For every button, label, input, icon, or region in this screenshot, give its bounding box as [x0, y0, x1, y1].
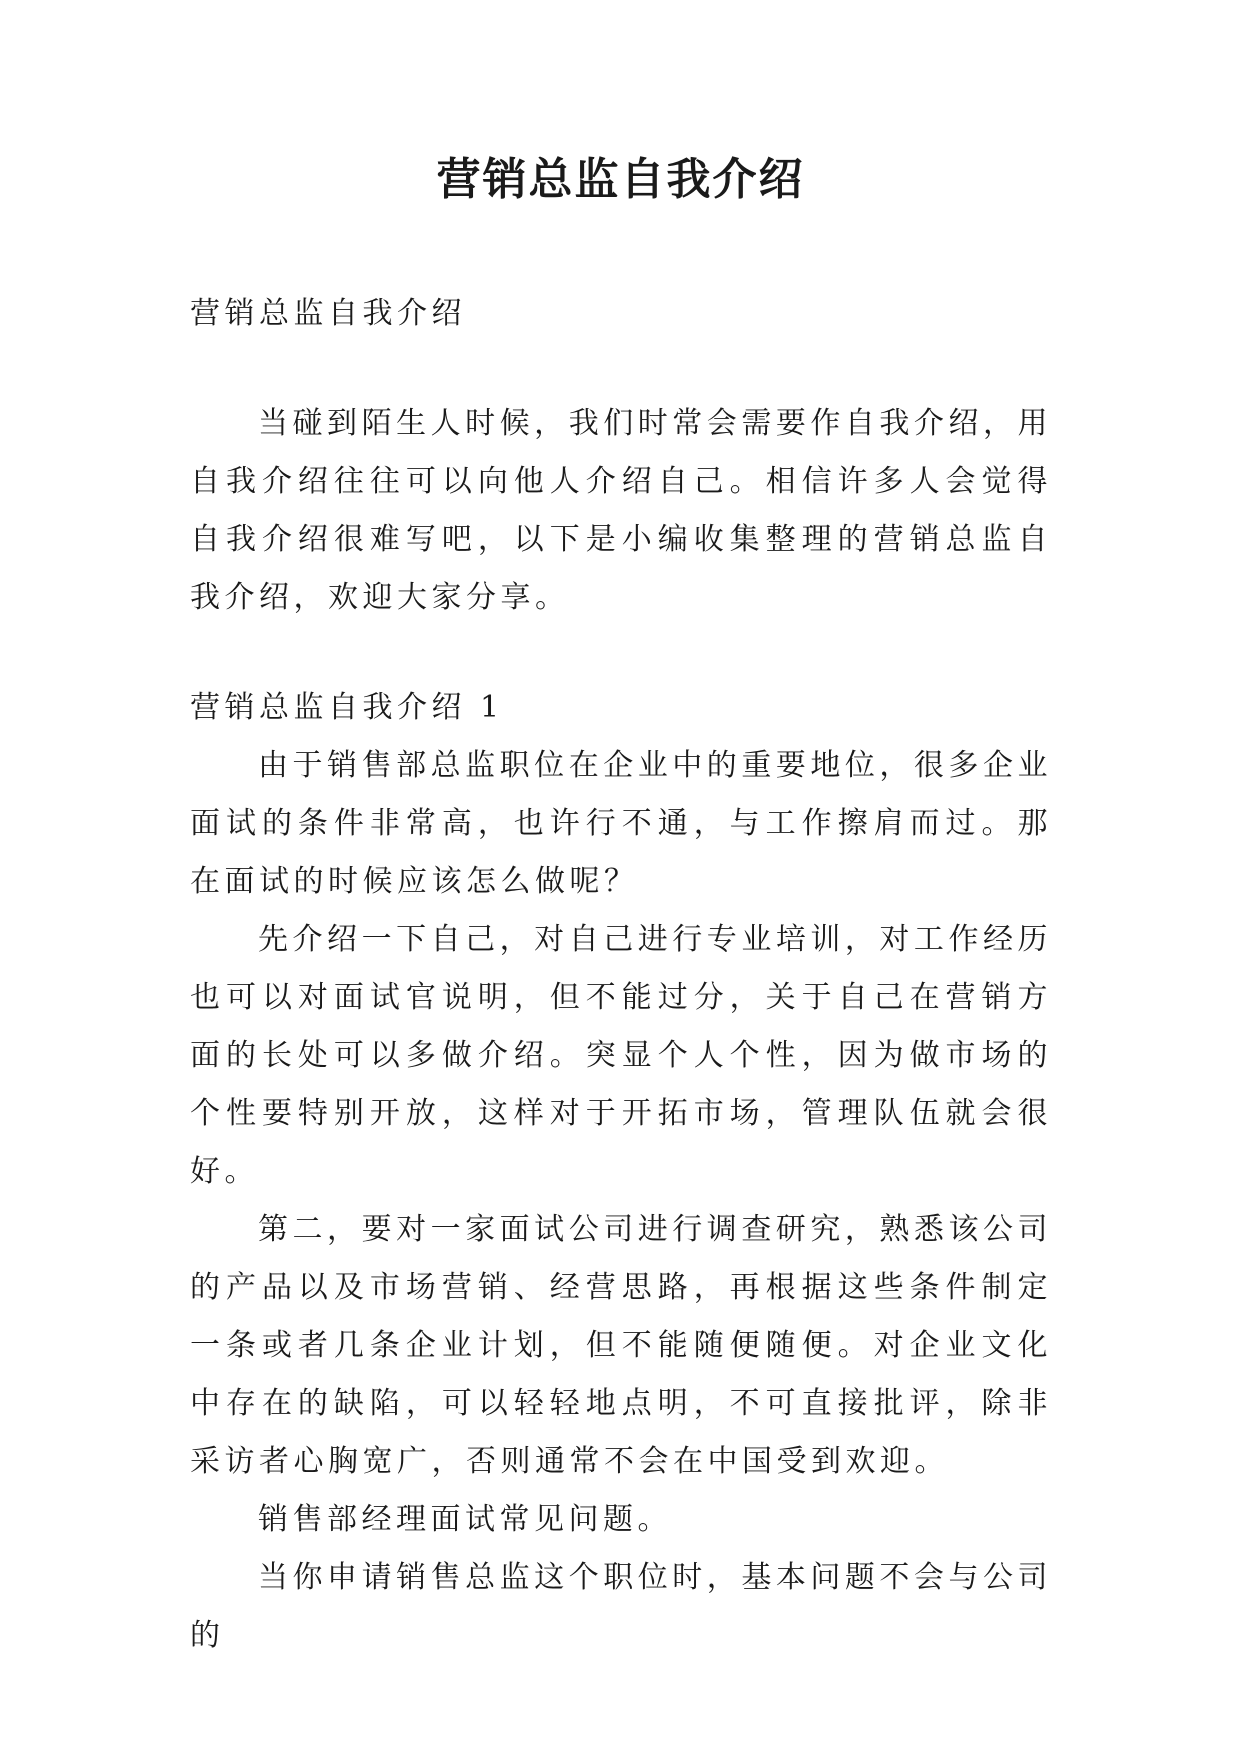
body-paragraph: 由于销售部总监职位在企业中的重要地位，很多企业面试的条件非常高，也许行不通，与工作擦肩而过。那在面试的时候应该怎么做呢？ — [190, 748, 1052, 899]
section-heading: 营销总监自我介绍 1 — [190, 690, 504, 725]
body-paragraph: 先介绍一下自己，对自己进行专业培训，对工作经历也可以对面试官说明，但不能过分，关于自己在营销方面的长处可以多做介绍。突显个人个性，因为做市场的个性要特别开放，这样对于开拓市场，管理队伍就会很好。 — [190, 922, 1052, 1189]
document-body — [190, 285, 1052, 1665]
spacer — [190, 627, 1052, 679]
body-paragraph: 销售部经理面试常见问题。 — [258, 1502, 672, 1537]
intro-paragraph: 当碰到陌生人时候，我们时常会需要作自我介绍，用自我介绍往往可以向他人介绍自己。相信许多人会觉得自我介绍很难写吧，以下是小编收集整理的营销总监自我介绍，欢迎大家分享。 — [190, 406, 1052, 615]
body-paragraph: 第二，要对一家面试公司进行调查研究，熟悉该公司的产品以及市场营销、经营思路，再根据这些条件制定一条或者几条企业计划，但不能随便随便。对企业文化中存在的缺陷，可以轻轻地点明，不可直接批评，除非采访者心胸宽广，否则通常不会在中国受到欢迎。 — [190, 1212, 1052, 1479]
body-paragraph: 当你申请销售总监这个职位时，基本问题不会与公司的 — [190, 1560, 1052, 1653]
document-title: 营销总监自我介绍 — [436, 154, 805, 205]
spacer — [190, 343, 1052, 395]
subtitle: 营销总监自我介绍 — [190, 296, 466, 331]
